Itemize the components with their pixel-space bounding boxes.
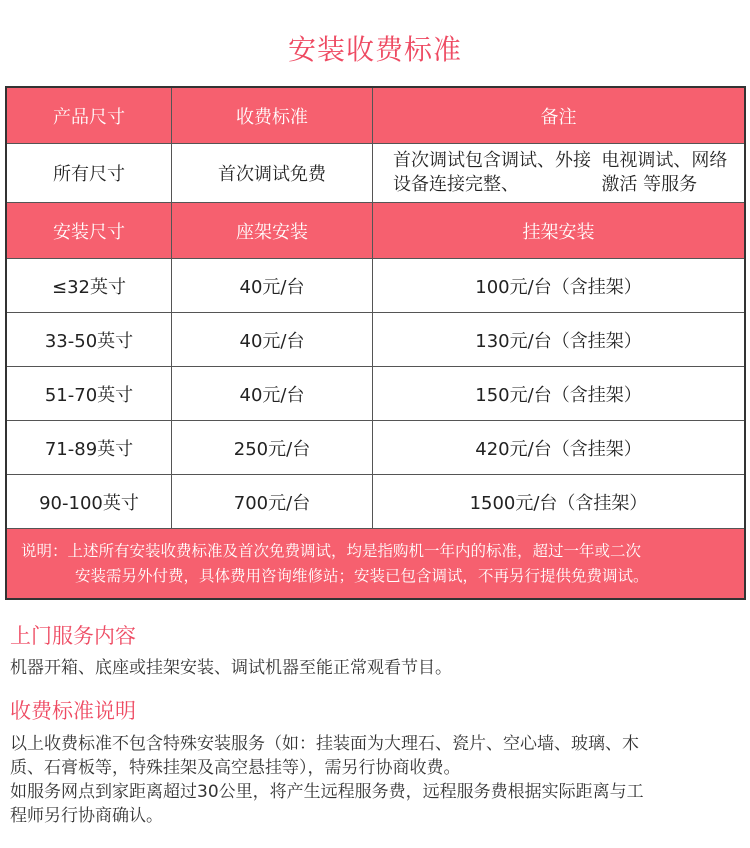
cell-size: 51-70英寸 xyxy=(44,384,134,406)
page-title: 安装收费标准 xyxy=(287,33,462,66)
header-remarks: 备注 xyxy=(372,88,744,143)
cell-wall-price: 130元/台（含挂架） xyxy=(372,313,744,366)
cell-size: 90-100英寸 xyxy=(39,492,139,514)
cell-remarks xyxy=(372,144,744,202)
remarks-line-1: 首次调试包含调试、外接设备连接完整、 xyxy=(393,150,591,195)
cell-first-debug-free: 首次调试免费 xyxy=(171,144,372,202)
fee-explain-line: 如服务网点到家距离超过30公里，将产生远程服务费，远程服务费根据实际距离与工 xyxy=(10,782,644,802)
service-text: 机器开箱、底座或挂架安装、调试机器至能正常观看节目。 xyxy=(10,658,452,678)
cell-wall-price: 150元/台（含挂架） xyxy=(372,367,744,420)
table-header-row xyxy=(7,88,744,143)
cell-size: ≤32英寸 xyxy=(52,276,126,298)
table-row xyxy=(7,420,744,474)
fee-explain-section-title: 收费标准说明 xyxy=(10,699,136,723)
table-row xyxy=(7,366,744,420)
table-row xyxy=(7,258,744,312)
table-row-all-sizes xyxy=(7,143,744,202)
cell-stand-price: 40元/台 xyxy=(171,259,372,312)
header-fee-standard: 收费标准 xyxy=(171,88,372,143)
cell-size: 33-50英寸 xyxy=(44,330,134,352)
cell-all-sizes: 所有尺寸 xyxy=(53,164,125,185)
header-wall-install: 挂架安装 xyxy=(372,203,744,258)
fee-explain-paragraph xyxy=(10,732,735,828)
table-footnote xyxy=(7,528,744,598)
cell-stand-price: 250元/台 xyxy=(171,421,372,474)
remarks-line-2: 电视调试、网络激活 等服务 xyxy=(601,150,728,195)
fee-table xyxy=(5,86,746,600)
cell-stand-price: 700元/台 xyxy=(171,475,372,528)
header-install-size: 安装尺寸 xyxy=(53,221,125,243)
table-row xyxy=(7,474,744,528)
cell-wall-price: 1500元/台（含挂架） xyxy=(372,475,744,528)
fee-explain-line: 以上收费标准不包含特殊安装服务（如：挂装面为大理石、瓷片、空心墙、玻璃、木 xyxy=(10,734,639,754)
cell-wall-price: 100元/台（含挂架） xyxy=(372,259,744,312)
header-stand-install: 座架安装 xyxy=(171,203,372,258)
cell-wall-price: 420元/台（含挂架） xyxy=(372,421,744,474)
service-section-title: 上门服务内容 xyxy=(10,624,136,648)
table-header-row-2 xyxy=(7,202,744,258)
fee-explain-line: 程师另行协商确认。 xyxy=(10,806,163,826)
fee-explain-line: 质、石膏板等，特殊挂架及高空悬挂等），需另行协商收费。 xyxy=(10,758,461,778)
footnote-line-1: 说明：上述所有安装收费标准及首次免费调试，均是指购机一年内的标准，超过一年或二次 xyxy=(21,541,642,560)
table-row xyxy=(7,312,744,366)
header-product-size: 产品尺寸 xyxy=(53,106,125,128)
cell-stand-price: 40元/台 xyxy=(171,367,372,420)
cell-stand-price: 40元/台 xyxy=(171,313,372,366)
footnote-line-2: 安装需另外付费，具体费用咨询维修站；安装已包含调试，不再另行提供免费调试。 xyxy=(75,566,649,585)
cell-size: 71-89英寸 xyxy=(44,438,134,460)
